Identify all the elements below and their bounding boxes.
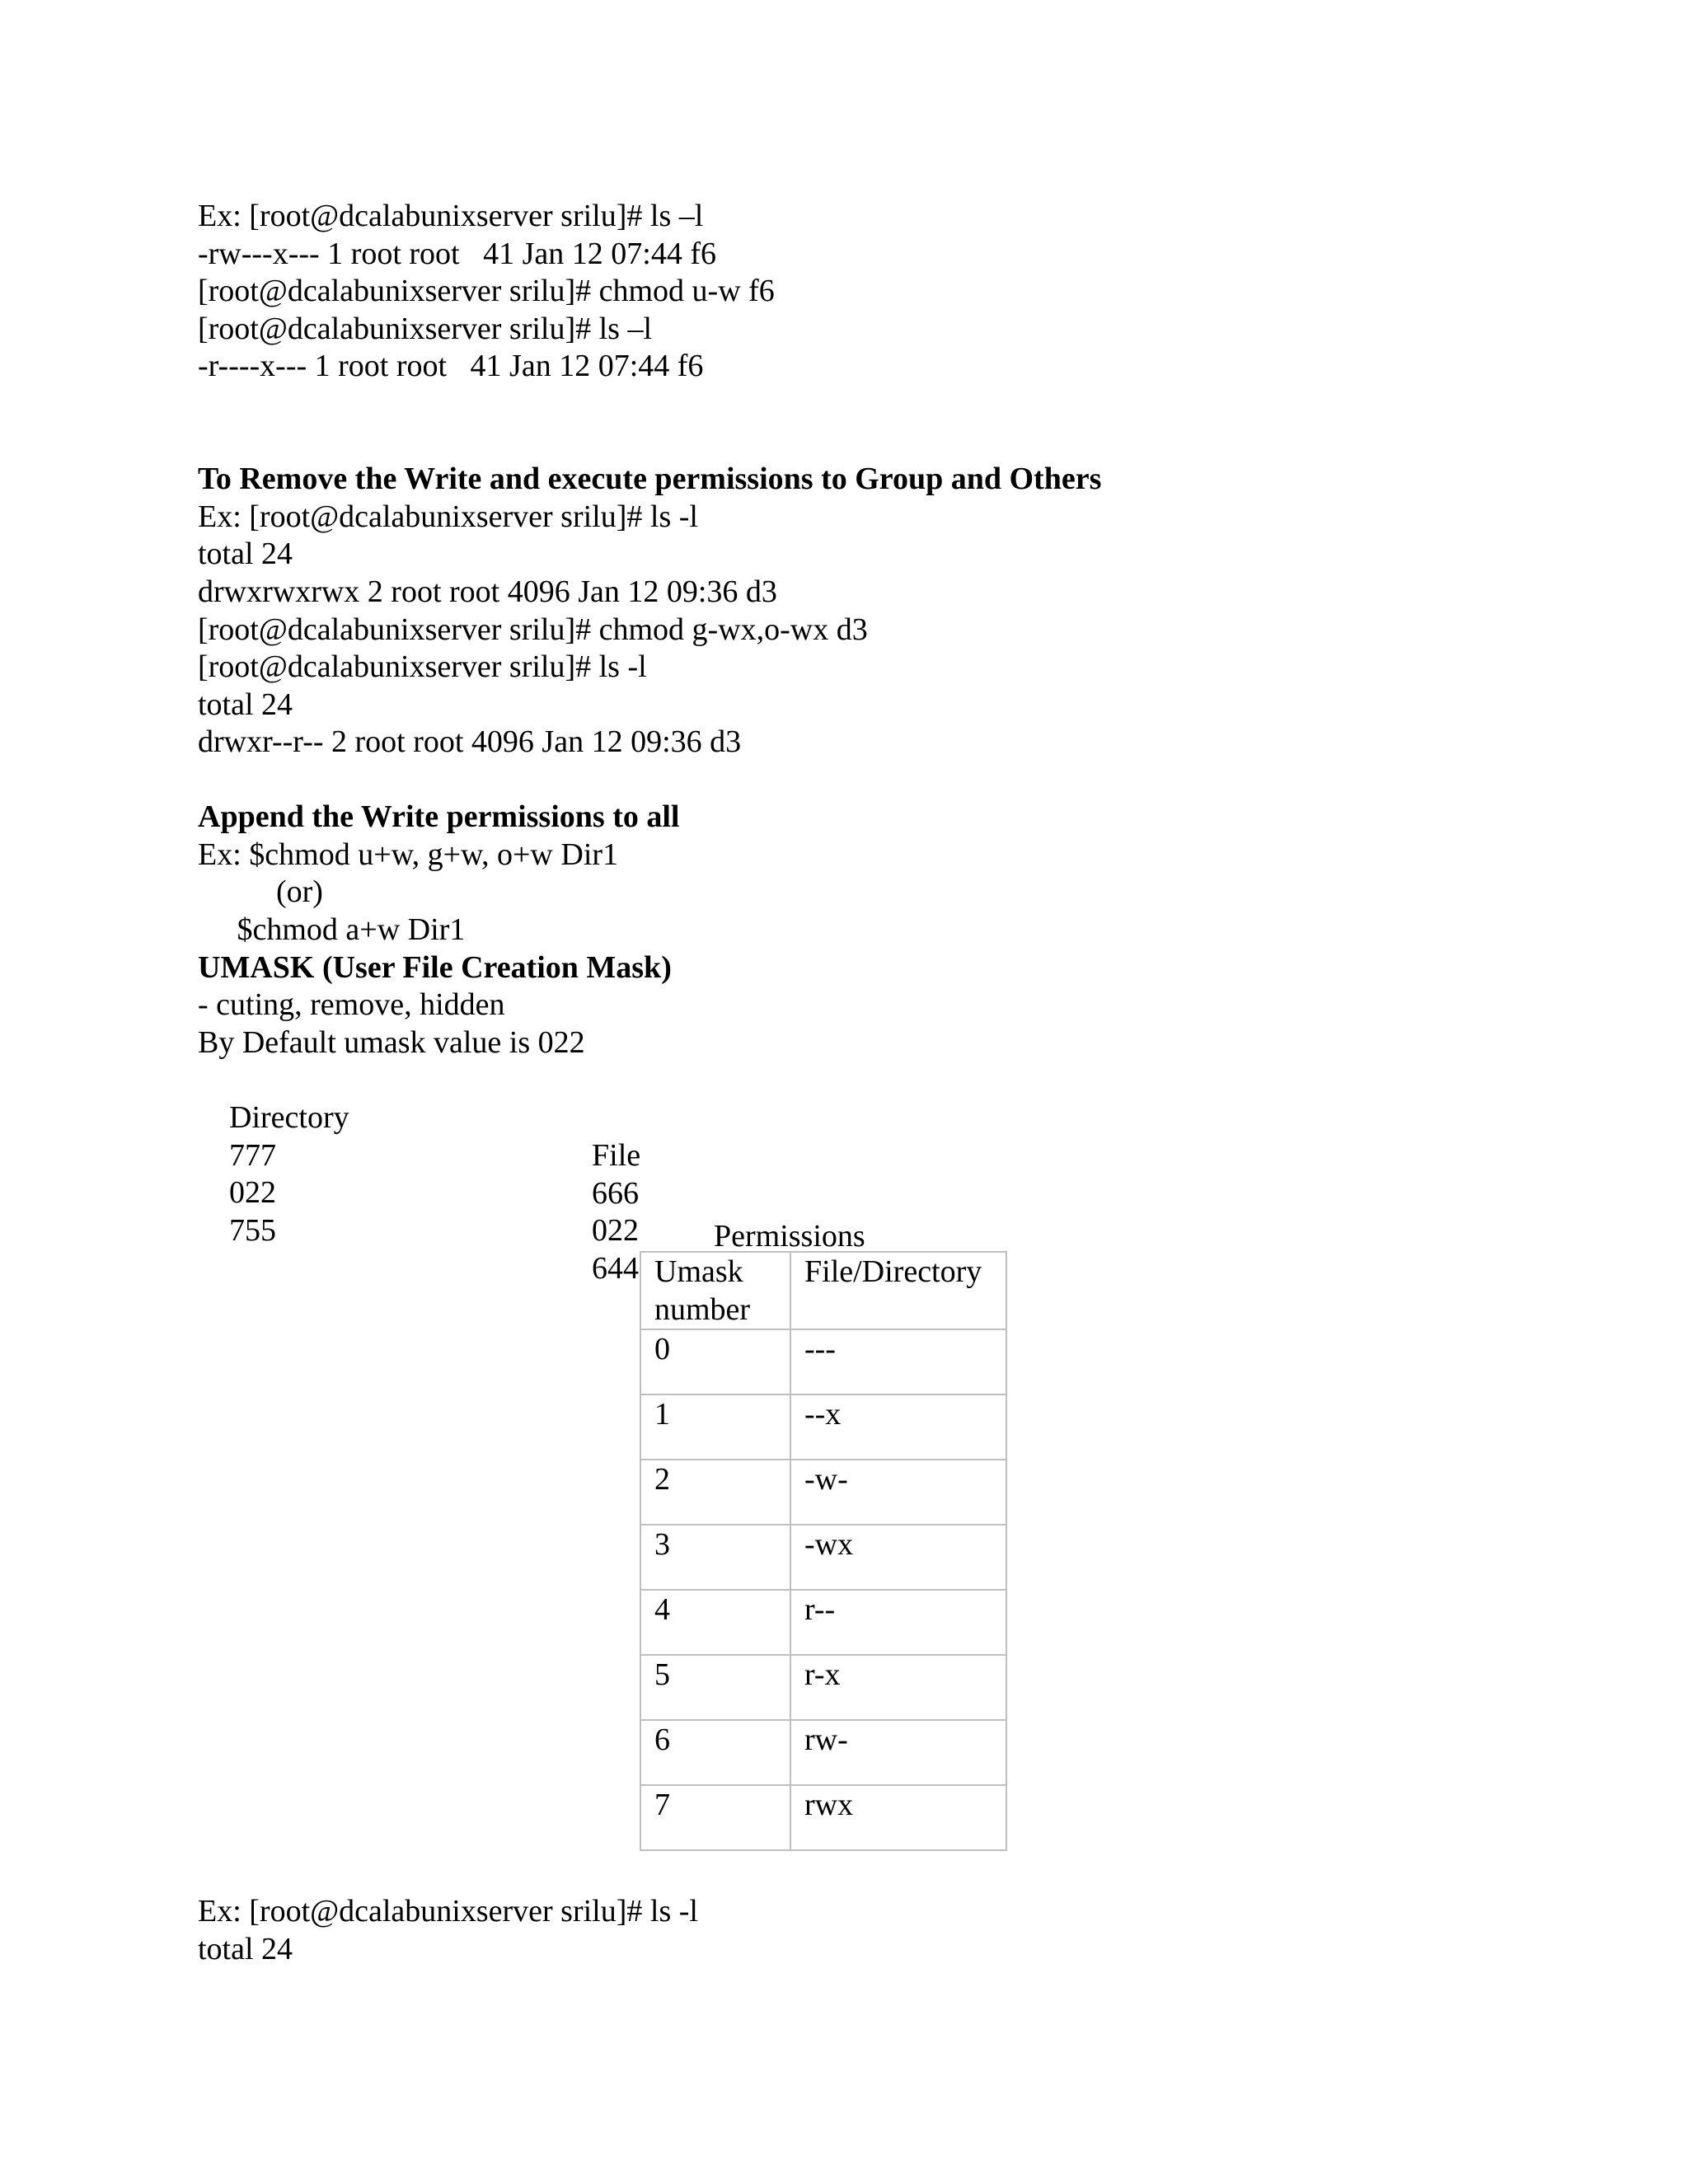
permission-cell: --- xyxy=(790,1329,1006,1394)
umask-number-cell: 3 xyxy=(640,1525,790,1590)
permission-cell: r-- xyxy=(790,1590,1006,1655)
table-row xyxy=(640,1329,1006,1394)
umask-number-cell: 6 xyxy=(640,1720,790,1785)
umask-number-cell: 4 xyxy=(640,1590,790,1655)
section-heading: UMASK (User File Creation Mask) xyxy=(198,950,672,985)
permission-cell: r-x xyxy=(790,1655,1006,1720)
table-header-row xyxy=(640,1252,1006,1329)
permission-cell: rwx xyxy=(790,1785,1006,1850)
text-line: [root@dcalabunixserver srilu]# chmod g-wx,o-wx d3 xyxy=(198,612,868,647)
table-row xyxy=(640,1785,1006,1850)
text-line: drwxrwxrwx 2 root root 4096 Jan 12 09:36 d3 xyxy=(198,574,777,609)
table-row xyxy=(640,1590,1006,1655)
text-line: (or) xyxy=(198,874,323,909)
umask-number-cell: 1 xyxy=(640,1394,790,1460)
text-line: Ex: [root@dcalabunixserver srilu]# ls -l xyxy=(198,499,698,534)
table-row xyxy=(640,1525,1006,1590)
permissions-table-caption: Permissions xyxy=(714,1219,865,1254)
text-line: $chmod a+w Dir1 xyxy=(198,912,466,947)
section-heading: To Remove the Write and execute permissions to Group and Others xyxy=(198,462,1102,496)
text-line: Ex: [root@dcalabunixserver srilu]# ls –l xyxy=(198,199,704,233)
header-umask-number: Umask number xyxy=(640,1252,790,1329)
permission-cell: -wx xyxy=(790,1525,1006,1590)
table-row xyxy=(640,1394,1006,1460)
table-row xyxy=(640,1460,1006,1525)
header-file-directory: File/Directory xyxy=(790,1252,1006,1329)
text-line: -rw---x--- 1 root root 41 Jan 12 07:44 f6 xyxy=(198,237,716,271)
table-row xyxy=(640,1655,1006,1720)
text-line: [root@dcalabunixserver srilu]# ls –l xyxy=(198,312,653,346)
permissions-table xyxy=(640,1251,1007,1851)
mask-cell-file: 644 xyxy=(592,1251,639,1286)
mask-cell-file: 666 xyxy=(592,1176,639,1211)
umask-number-cell: 5 xyxy=(640,1655,790,1720)
mask-header-directory: Directory xyxy=(229,1100,349,1135)
section-heading: Append the Write permissions to all xyxy=(198,799,680,834)
text-line: [root@dcalabunixserver srilu]# ls -l xyxy=(198,649,647,684)
umask-number-cell: 7 xyxy=(640,1785,790,1850)
text-line: total 24 xyxy=(198,537,293,571)
umask-number-cell: 2 xyxy=(640,1460,790,1525)
text-line: [root@dcalabunixserver srilu]# chmod u-w f6 xyxy=(198,274,775,308)
table-row xyxy=(640,1720,1006,1785)
text-line: total 24 xyxy=(198,687,293,722)
text-line: - cuting, remove, hidden xyxy=(198,987,505,1022)
mask-cell-directory: 022 xyxy=(229,1175,276,1210)
text-line: Ex: [root@dcalabunixserver srilu]# ls -l xyxy=(198,1894,698,1929)
text-line: By Default umask value is 022 xyxy=(198,1025,585,1060)
mask-header-file: File xyxy=(592,1138,641,1173)
text-line: total 24 xyxy=(198,1932,293,1966)
permission-cell: --x xyxy=(790,1394,1006,1460)
text-line: Ex: $chmod u+w, g+w, o+w Dir1 xyxy=(198,837,619,872)
mask-cell-directory: 777 xyxy=(229,1138,276,1173)
mask-cell-directory: 755 xyxy=(229,1213,276,1248)
permission-cell: rw- xyxy=(790,1720,1006,1785)
permission-cell: -w- xyxy=(790,1460,1006,1525)
umask-number-cell: 0 xyxy=(640,1329,790,1394)
mask-cell-file: 022 xyxy=(592,1213,639,1248)
text-line: drwxr--r-- 2 root root 4096 Jan 12 09:36 d3 xyxy=(198,724,742,759)
text-line: -r----x--- 1 root root 41 Jan 12 07:44 f6 xyxy=(198,349,704,383)
